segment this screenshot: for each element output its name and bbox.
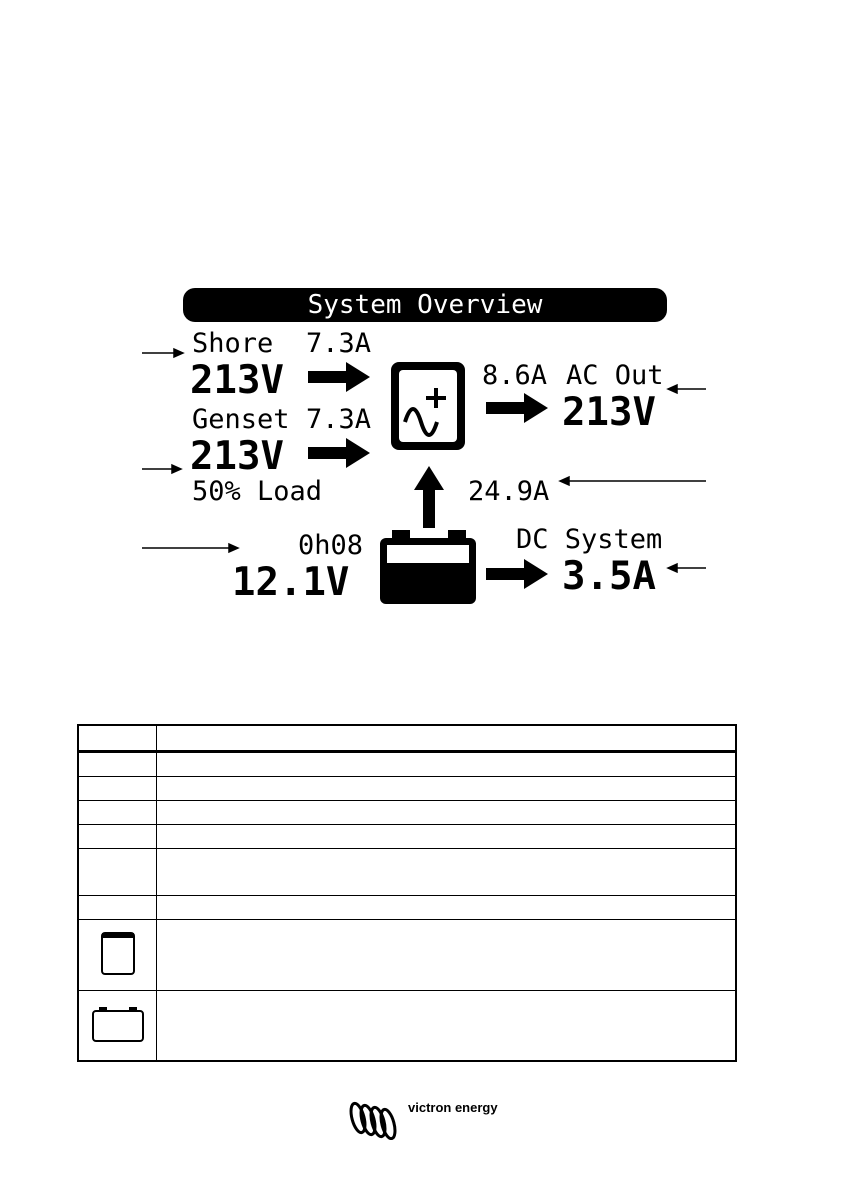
battery-icon (380, 530, 476, 604)
legend-row (78, 800, 736, 824)
shore-voltage: 213V (190, 358, 284, 403)
legend-row (78, 990, 736, 1061)
legend-row (78, 776, 736, 800)
annotation-arrow-dc-icon (668, 564, 677, 572)
shore-current: 7.3A (306, 328, 372, 359)
genset-arrow-icon (308, 438, 370, 468)
genset-voltage: 213V (190, 434, 284, 479)
victron-logo-icon (346, 1100, 406, 1140)
ac-out-label: AC Out (566, 360, 664, 391)
screen-title: System Overview (307, 290, 543, 320)
legend-header-row (78, 725, 736, 752)
annotation-arrow-genset-icon (172, 465, 181, 473)
battery-up-arrow-icon (414, 466, 444, 528)
genset-label: Genset (192, 404, 290, 435)
genset-current: 7.3A (306, 404, 372, 435)
dc-system-arrow-icon (486, 559, 548, 589)
dc-system-label: DC System (516, 524, 663, 555)
battery-outline-icon (100, 930, 136, 976)
ac-out-voltage: 213V (562, 390, 656, 435)
inverter-icon (391, 362, 465, 450)
inverter-current: 24.9A (468, 476, 550, 507)
legend-table (77, 724, 737, 1062)
annotation-arrow-shore-icon (174, 349, 183, 357)
annotation-arrow-acout-icon (668, 385, 677, 393)
legend-row (78, 849, 736, 895)
genset-load: 50% Load (192, 476, 323, 507)
annotation-arrow-battery-icon (229, 544, 238, 552)
battery-time: 0h08 (298, 530, 364, 561)
battery-voltage: 12.1V (232, 560, 350, 605)
legend-row (78, 895, 736, 919)
shore-arrow-icon (308, 362, 370, 392)
shore-label: Shore (192, 328, 274, 359)
legend-row (78, 752, 736, 776)
ac-out-arrow-icon (486, 393, 548, 423)
annotation-arrow-current-icon (560, 477, 569, 485)
brand-name: victron energy (408, 1100, 498, 1115)
legend-row (78, 825, 736, 849)
battery-small-icon (91, 1003, 145, 1043)
legend-row (78, 919, 736, 990)
ac-out-current: 8.6A (482, 360, 548, 391)
dc-system-current: 3.5A (562, 554, 656, 599)
